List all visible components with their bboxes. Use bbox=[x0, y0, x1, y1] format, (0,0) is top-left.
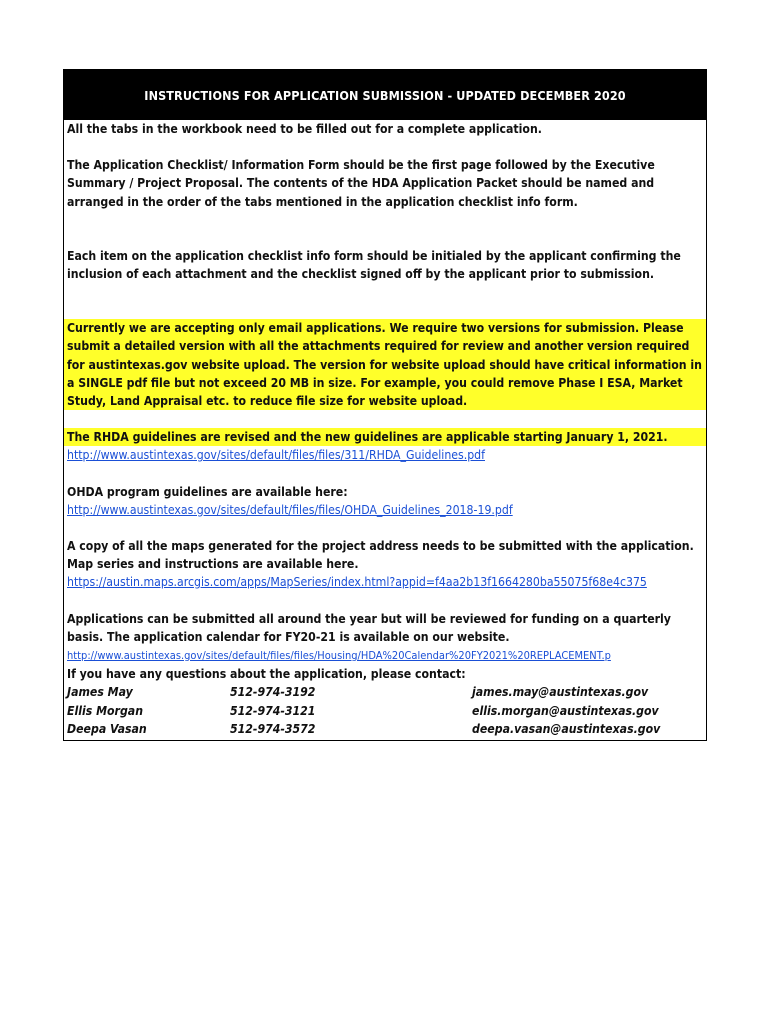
maps-line-1: A copy of all the maps generated for the project address needs to be submitted with the application. bbox=[67, 539, 694, 554]
checklist-line-2: Summary / Project Proposal. The contents of the HDA Application Packet should be named and bbox=[67, 176, 655, 191]
email-notice-line-3: for austintexas.gov website upload. The version for website upload should have critical information in bbox=[67, 357, 702, 372]
email-notice-line-1: Currently we are accepting only email applications. We require two versions for submission. Please bbox=[67, 321, 684, 336]
email-notice-line-5: Study, Land Appraisal etc. to reduce file size for website upload. bbox=[67, 394, 468, 409]
email-notice-highlight bbox=[64, 319, 706, 410]
instructions-sheet bbox=[63, 69, 707, 741]
contact-name: James May bbox=[67, 685, 133, 700]
checklist-line-1: The Application Checklist/ Information Form should be the first page followed by the Executive bbox=[67, 158, 655, 173]
contact-email[interactable]: ellis.morgan@austintexas.gov bbox=[472, 703, 659, 718]
contact-row bbox=[67, 702, 706, 720]
contact-phone: 512-974-3192 bbox=[230, 685, 316, 700]
ohda-guidelines-link[interactable]: http://www.austintexas.gov/sites/default/files/files/OHDA_Guidelines_2018-19.pdf bbox=[67, 502, 513, 517]
checklist-line-3: arranged in the order of the tabs mentioned in the application checklist info form. bbox=[67, 194, 578, 209]
contact-row bbox=[67, 683, 706, 701]
sheet-title: INSTRUCTIONS FOR APPLICATION SUBMISSION - UPDATED DECEMBER 2020 bbox=[64, 70, 706, 120]
initial-line-2: inclusion of each attachment and the checklist signed off by the applicant prior to submission. bbox=[67, 267, 655, 282]
ohda-notice: OHDA program guidelines are available here: bbox=[67, 484, 348, 499]
contact-name: Ellis Morgan bbox=[67, 703, 144, 718]
contact-phone: 512-974-3572 bbox=[230, 721, 316, 736]
contact-name: Deepa Vasan bbox=[67, 721, 147, 736]
email-notice-line-2: submit a detailed version with all the attachments required for review and another version required bbox=[67, 339, 690, 354]
maps-line-2: Map series and instructions are available here. bbox=[67, 557, 359, 572]
email-notice-line-4: a SINGLE pdf file but not exceed 20 MB in size. For example, you could remove Phase I ESA, Market bbox=[67, 375, 683, 390]
contact-email[interactable]: james.may@austintexas.gov bbox=[472, 685, 649, 700]
instructions-body bbox=[64, 120, 706, 740]
rhda-notice: The RHDA guidelines are revised and the new guidelines are applicable starting January 1, 2021. bbox=[64, 428, 706, 446]
calendar-line-2: basis. The application calendar for FY20-21 is available on our website. bbox=[67, 629, 510, 644]
calendar-line-1: Applications can be submitted all around the year but will be reviewed for funding on a quarterly bbox=[67, 611, 671, 626]
rhda-guidelines-link[interactable]: http://www.austintexas.gov/sites/default/files/files/311/RHDA_Guidelines.pdf bbox=[67, 448, 485, 463]
contact-intro: If you have any questions about the application, please contact: bbox=[67, 667, 466, 682]
intro-line: All the tabs in the workbook need to be filled out for a complete application. bbox=[67, 122, 542, 136]
map-series-link[interactable]: https://austin.maps.arcgis.com/apps/MapSeries/index.html?appid=f4aa2b13f1664280ba55075f68e4c375 bbox=[67, 575, 647, 590]
contact-email[interactable]: deepa.vasan@austintexas.gov bbox=[472, 721, 661, 736]
contact-phone: 512-974-3121 bbox=[230, 703, 316, 718]
contact-row bbox=[67, 720, 706, 738]
calendar-link[interactable]: http://www.austintexas.gov/sites/default/files/files/Housing/HDA%20Calendar%20FY2021%20REPLACEMENT.p bbox=[67, 649, 611, 663]
initial-line-1: Each item on the application checklist info form should be initialed by the applicant confirming the bbox=[67, 248, 681, 263]
